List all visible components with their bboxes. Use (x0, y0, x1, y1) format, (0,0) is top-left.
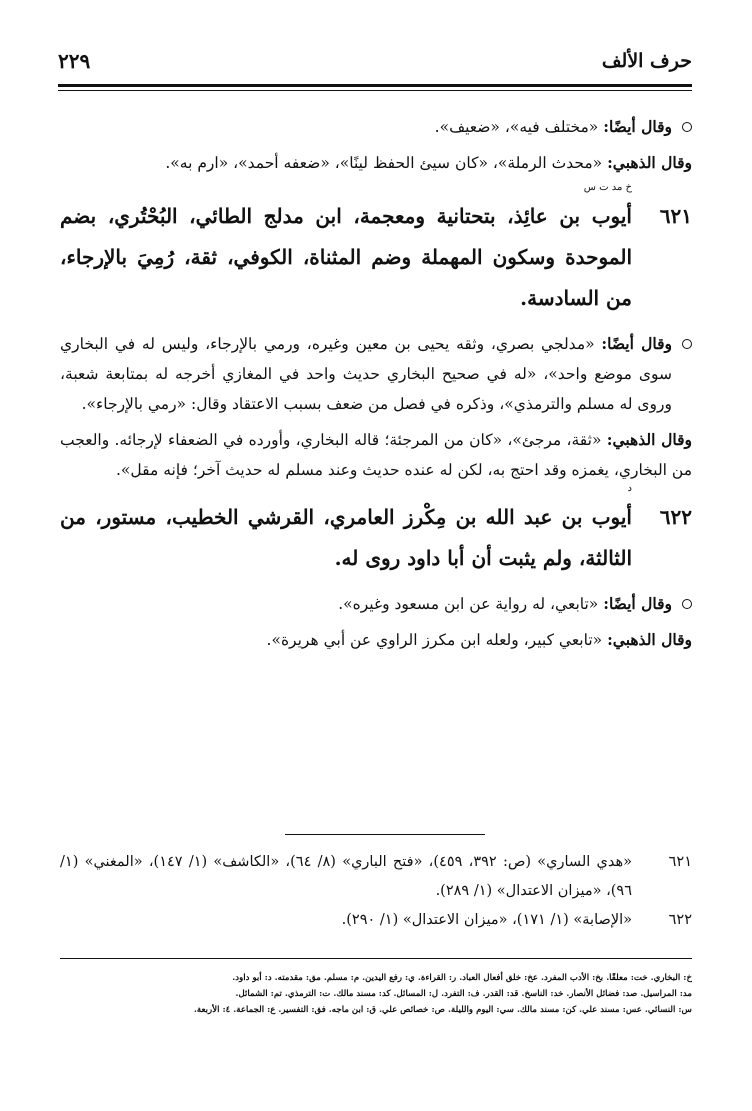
abbreviations-key (60, 970, 692, 1018)
opinion-paragraph (60, 589, 692, 619)
page-header (58, 46, 692, 76)
footnote-divider (285, 834, 485, 835)
opinion-label: وقال أيضًا: (603, 594, 672, 613)
opinion-label: وقال الذهبي: (606, 430, 692, 449)
opinion-paragraph (60, 625, 692, 655)
opinion-text: «مدلجي بصري، وثقه يحيى بن معين وغيره، ورمي بالإرجاء، وليس له في البخاري سوى موضع واحد»، «له في صحيح البخاري حديث واحد في المغازي أخرجه له بمتابعة شعبة، وروى له مسلم والترمذي»، وذكره في فصل من ضعف بسبب الاعتقاد وقال: «رمي بالإرجاء». (60, 335, 672, 413)
chapter-title: حرف الألف (601, 50, 692, 72)
entry-marks: د (627, 483, 632, 494)
entry-number: ٦٢٢ (659, 505, 692, 529)
abbreviations-line: خ: البخاري. خت: معلقًا. بخ: الأدب المفرد. عخ: خلق أفعال العباد. ر: القراءة. ي: رفع اليدين. م: مسلم. مق: مقدمته. د: أبو داود. (232, 973, 692, 983)
opinion-text: «محدث الرملة»، «كان سيئ الحفظ لينًا»، «ضعفه أحمد»، «ارم به». (165, 154, 608, 172)
opinion-label: وقال أيضًا: (603, 117, 672, 136)
entry-number: ٦٢١ (659, 204, 692, 228)
opinion-text: «مختلف فيه»، «ضعيف». (434, 118, 604, 136)
opinion-paragraph (60, 329, 692, 419)
circle-bullet-icon (682, 339, 692, 349)
circle-bullet-icon (682, 122, 692, 132)
opinion-label: وقال الذهبي: (607, 630, 692, 649)
entry-text: أيوب بن عائِذ، بتحتانية ومعجمة، ابن مدلج الطائي، البُحْتُري، بضم الموحدة وسكون المهملة وضم المثناة، الكوفي، ثقة، رُمِيَ بالإرجاء، من السادسة. (60, 204, 632, 310)
opinion-paragraph (60, 112, 692, 142)
footnote-text: «الإصابة» (١/ ١٧١)، «ميزان الاعتدال» (١/ ٢٩٠). (341, 912, 632, 928)
footnote-text: «هدي الساري» (ص: ٣٩٢، ٤٥٩)، «فتح الباري» (٨/ ٦٤)، «الكاشف» (١/ ١٤٧)، «المغني» (١/ ٩٦)، «ميزان الاعتدال» (١/ ٢٨٩). (60, 854, 633, 899)
opinion-text: «تابعي، له رواية عن ابن مسعود وغيره». (338, 595, 604, 613)
opinion-paragraph (60, 148, 692, 178)
abbreviations-line: مد: المراسيل. صد: فضائل الأنصار. خد: الناسخ. قد: القدر. ف: التفرد. ل: المسائل. كد: مسند مالك. ت: الترمذي. تم: الشمائل. (235, 989, 692, 999)
opinion-label: وقال الذهبي: (607, 153, 692, 172)
entry-text: أيوب بن عبد الله بن مِكْرز العامري، القرشي الخطيب، مستور، من الثالثة، ولم يثبت أن أبا داود روى له. (60, 505, 632, 570)
opinion-text: «ثقة، مرجئ»، «كان من المرجئة؛ قاله البخاري، وأورده في الضعفاء لإرجائه. والعجب من البخاري، يغمزه وقد احتج به، لكن له عنده حديث وعند مسلم له حديث آخر؛ فإنه مقل». (60, 431, 692, 479)
footnotes (60, 848, 692, 935)
opinion-text: «تابعي كبير، ولعله ابن مكرز الراوي عن أبي هريرة». (266, 631, 608, 649)
footnote (60, 906, 692, 935)
abbreviations-line: س: النسائي. عس: مسند علي. كن: مسند مالك. سي: اليوم والليلة. ص: خصائص علي. ق: ابن ماجه. فق: التفسير. ع: الجماعة. ٤: الأربعة. (193, 1005, 692, 1015)
narrator-entry (60, 483, 692, 579)
header-rule (58, 84, 692, 87)
opinion-label: وقال أيضًا: (601, 334, 672, 353)
entry-marks: خ مد ت س (583, 182, 632, 193)
abbreviations-divider (60, 958, 692, 959)
page-number: ٢٢٩ (58, 49, 91, 73)
footnote (60, 848, 692, 906)
narrator-entry (60, 182, 692, 319)
opinion-paragraph (60, 425, 692, 485)
header-rule-thin (58, 90, 692, 91)
footnote-number: ٦٢١ (668, 854, 692, 870)
footnote-number: ٦٢٢ (668, 912, 692, 928)
circle-bullet-icon (682, 599, 692, 609)
main-content (60, 112, 692, 661)
